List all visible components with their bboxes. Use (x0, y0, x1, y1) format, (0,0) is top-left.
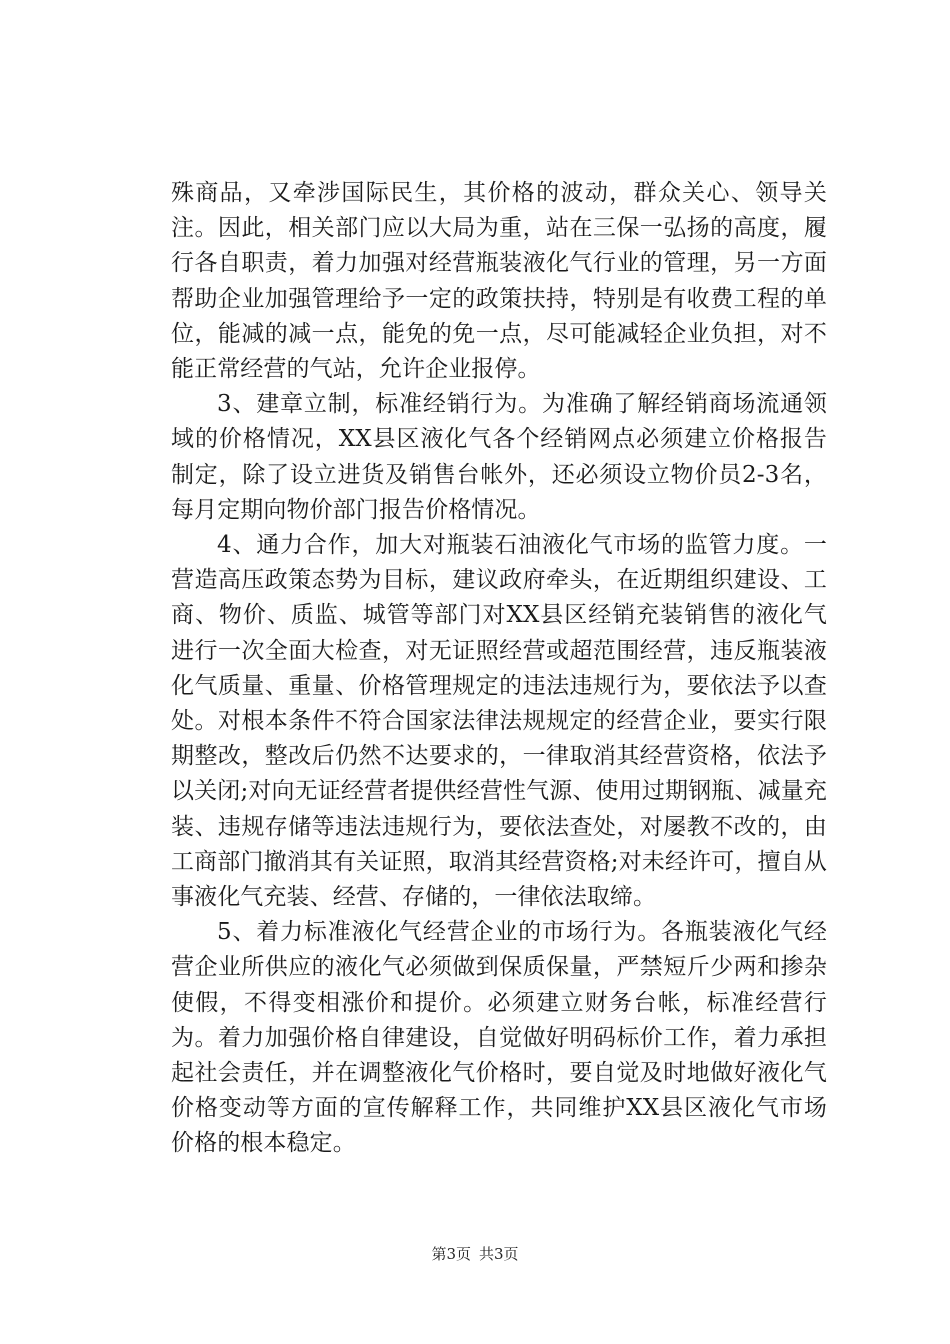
paragraph-continuation: 殊商品，又牵涉国际民生，其价格的波动，群众关心、领导关注。因此，相关部门应以大局为重，站在三保一弘扬的高度，履行各自职责，着力加强对经营瓶装液化气行业的管理，另一方面帮助企业加强管理给予一定的政策扶持，特别是有收费工程的单位，能减的减一点，能免的免一点，尽可能减轻企业负担，对不能正常经营的气站，允许企业报停。 (171, 180, 827, 383)
page-total: 共3页 (479, 1245, 519, 1263)
page-number: 第3页 (431, 1245, 471, 1263)
page-footer (0, 1243, 950, 1264)
paragraph-item-5: 5、着力标准液化气经营企业的市场行为。各瓶装液化气经营企业所供应的液化气必须做到保质保量，严禁短斤少两和掺杂使假，不得变相涨价和提价。必须建立财务台帐，标准经营行为。着力加强价格自律建设，自觉做好明码标价工作，着力承担起社会责任，并在调整液化气价格时，要自觉及时地做好液化气价格变动等方面的宣传解释工作，共同维护XX县区液化气市场价格的根本稳定。 (171, 919, 827, 1157)
paragraph-item-4: 4、通力合作，加大对瓶装石油液化气市场的监管力度。一营造高压政策态势为目标，建议政府牵头，在近期组织建设、工商、物价、质监、城管等部门对XX县区经销充装销售的液化气进行一次全面大检查，对无证照经营或超范围经营，违反瓶装液化气质量、重量、价格管理规定的违法违规行为，要依法予以查处。对根本条件不符合国家法律法规规定的经营企业，要实行限期整改，整改后仍然不达要求的，一律取消其经营资格，依法予以关闭;对向无证经营者提供经营性气源、使用过期钢瓶、减量充装、违规存储等违法违规行为，要依法查处，对屡教不改的，由工商部门撤消其有关证照，取消其经营资格;对未经许可，擅自从事液化气充装、经营、存储的，一律依法取缔。 (171, 532, 827, 911)
document-body (171, 176, 827, 1162)
paragraph-item-3: 3、建章立制，标准经销行为。为准确了解经销商场流通领域的价格情况，XX县区液化气各个经销网点必须建立价格报告制定，除了设立进货及销售台帐外，还必须设立物价员2-3名，每月定期向物价部门报告价格情况。 (171, 391, 827, 523)
